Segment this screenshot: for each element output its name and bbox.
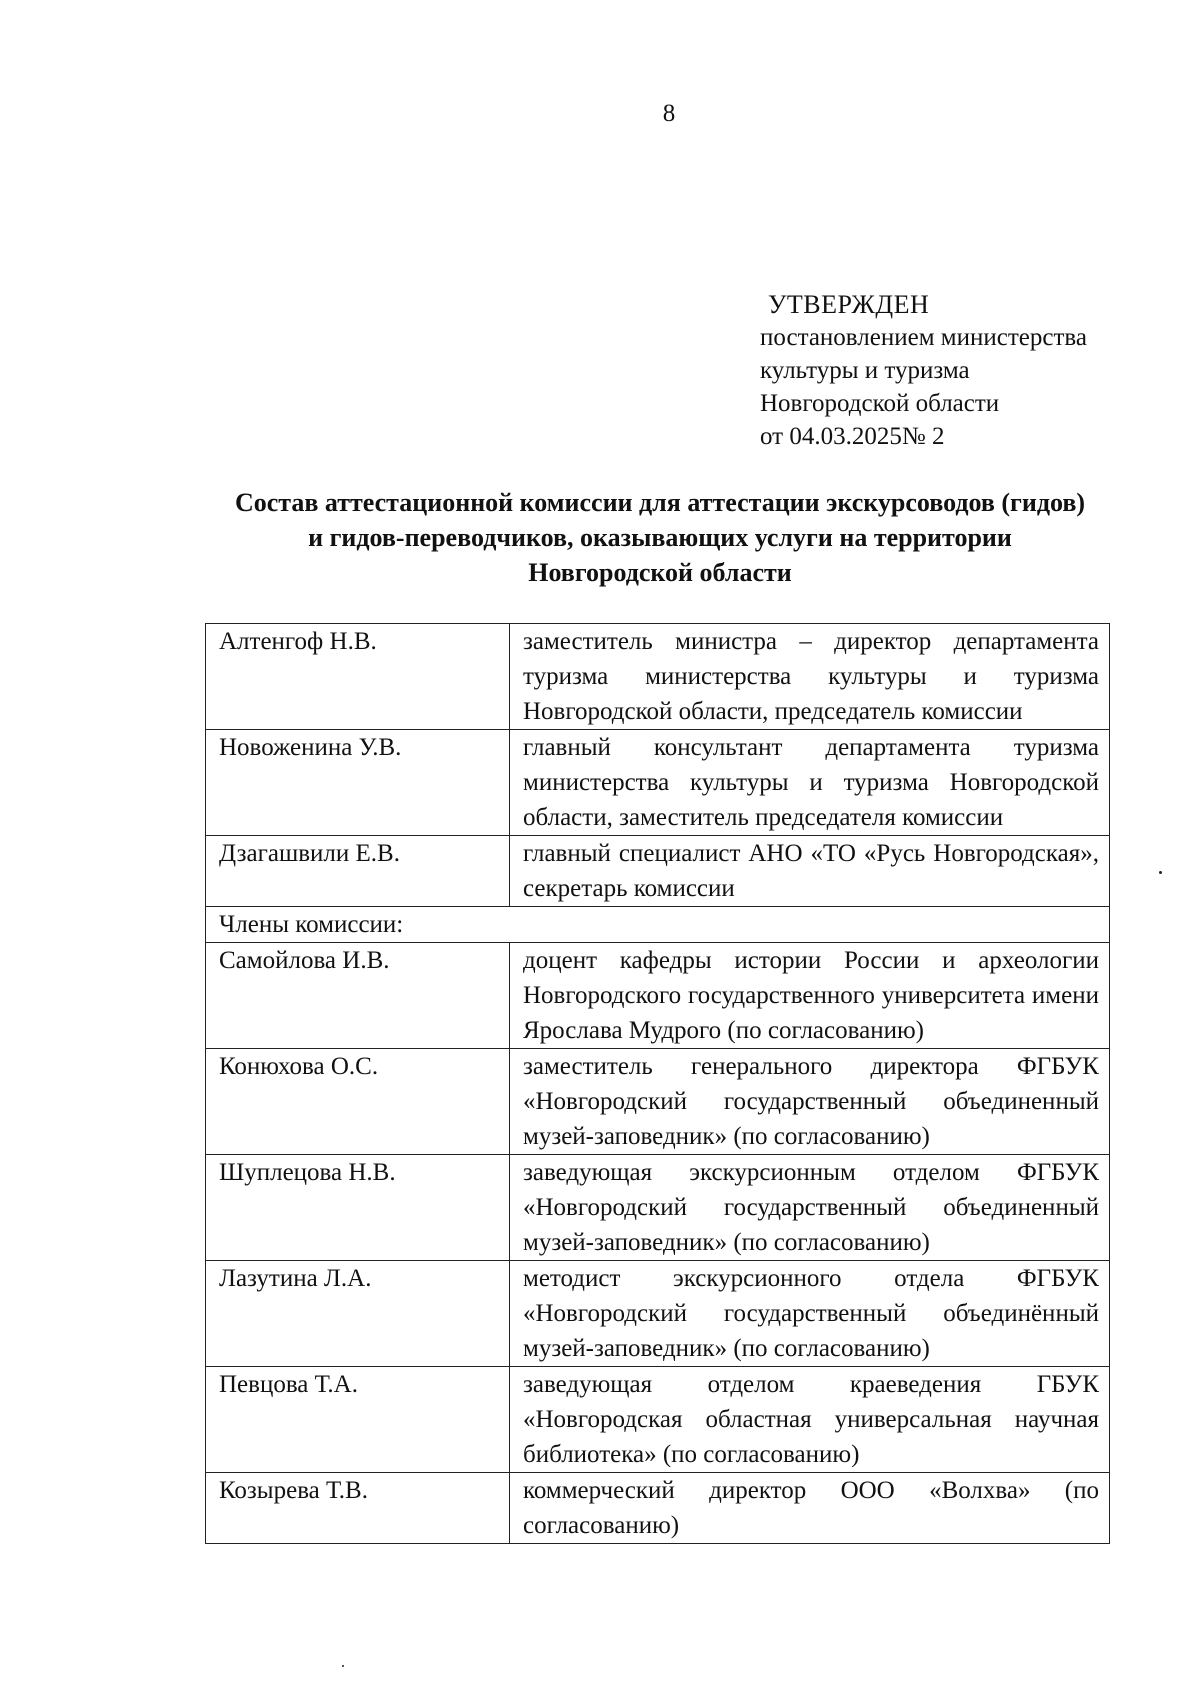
member-name: Алтенгоф Н.В.: [206, 624, 510, 730]
approval-line: постановлением министерства: [760, 324, 1087, 351]
table-row: [206, 1261, 1110, 1367]
member-name: Дзагашвили Е.В.: [206, 836, 510, 907]
member-name: Самойлова И.В.: [206, 943, 510, 1049]
member-name: Шуплецова Н.В.: [206, 1155, 510, 1261]
approved-heading: УТВЕРЖДЕН: [768, 290, 930, 319]
approval-line: культуры и туризма: [760, 357, 970, 384]
table-row: [206, 836, 1110, 907]
member-role: доцент кафедры истории России и археологии Новгородского государственного университета имени Ярослава Мудрого (по согласованию): [510, 943, 1110, 1049]
table-row: [206, 943, 1110, 1049]
member-role: заведующая экскурсионным отделом ФГБУК «Новгородский государственный объединенный музей-заповедник» (по согласованию): [510, 1155, 1110, 1261]
member-role: методист экскурсионного отдела ФГБУК «Новгородский государственный объединённый музей-заповедник» (по согласованию): [510, 1261, 1110, 1367]
member-name: Лазутина Л.А.: [206, 1261, 510, 1367]
table-row: [206, 730, 1110, 836]
page-number: 8: [662, 100, 676, 127]
member-name: Конюхова О.С.: [206, 1049, 510, 1155]
member-role: главный консультант департамента туризма министерства культуры и туризма Новгородской области, заместитель председателя комиссии: [510, 730, 1110, 836]
member-role: главный специалист АНО «ТО «Русь Новгородская», секретарь комиссии: [510, 836, 1110, 907]
title-line: Новгородской области: [528, 558, 792, 587]
member-name: Певцова Т.А.: [206, 1367, 510, 1473]
approval-stamp: [760, 288, 1087, 453]
title-line: и гидов-переводчиков, оказывающих услуги на территории: [308, 523, 1012, 552]
scan-speck: [342, 1665, 344, 1667]
table-row: [206, 1473, 1110, 1544]
table-row: [206, 624, 1110, 730]
member-name: Козырева Т.В.: [206, 1473, 510, 1544]
document-title: [180, 485, 1140, 590]
member-role: заместитель генерального директора ФГБУК «Новгородский государственный объединенный музей-заповедник» (по согласованию): [510, 1049, 1110, 1155]
scan-speck: [1159, 871, 1162, 874]
table-row: [206, 1049, 1110, 1155]
member-name: Новоженина У.В.: [206, 730, 510, 836]
member-role: заместитель министра – директор департамента туризма министерства культуры и туризма Новгородской области, председатель комиссии: [510, 624, 1110, 730]
members-heading: Члены комиссии:: [206, 907, 1110, 943]
commission-table: [205, 623, 1110, 1544]
title-line: Состав аттестационной комиссии для аттестации экскурсоводов (гидов): [234, 488, 1086, 517]
table-row: [206, 1367, 1110, 1473]
member-role: коммерческий директор ООО «Волхва» (по согласованию): [510, 1473, 1110, 1544]
approval-line: Новгородской области: [760, 390, 1000, 417]
section-row: [206, 907, 1110, 943]
table-row: [206, 1155, 1110, 1261]
member-role: заведующая отделом краеведения ГБУК «Новгородская областная универсальная научная библиотека» (по согласованию): [510, 1367, 1110, 1473]
approval-date: от 04.03.2025№ 2: [760, 423, 945, 450]
